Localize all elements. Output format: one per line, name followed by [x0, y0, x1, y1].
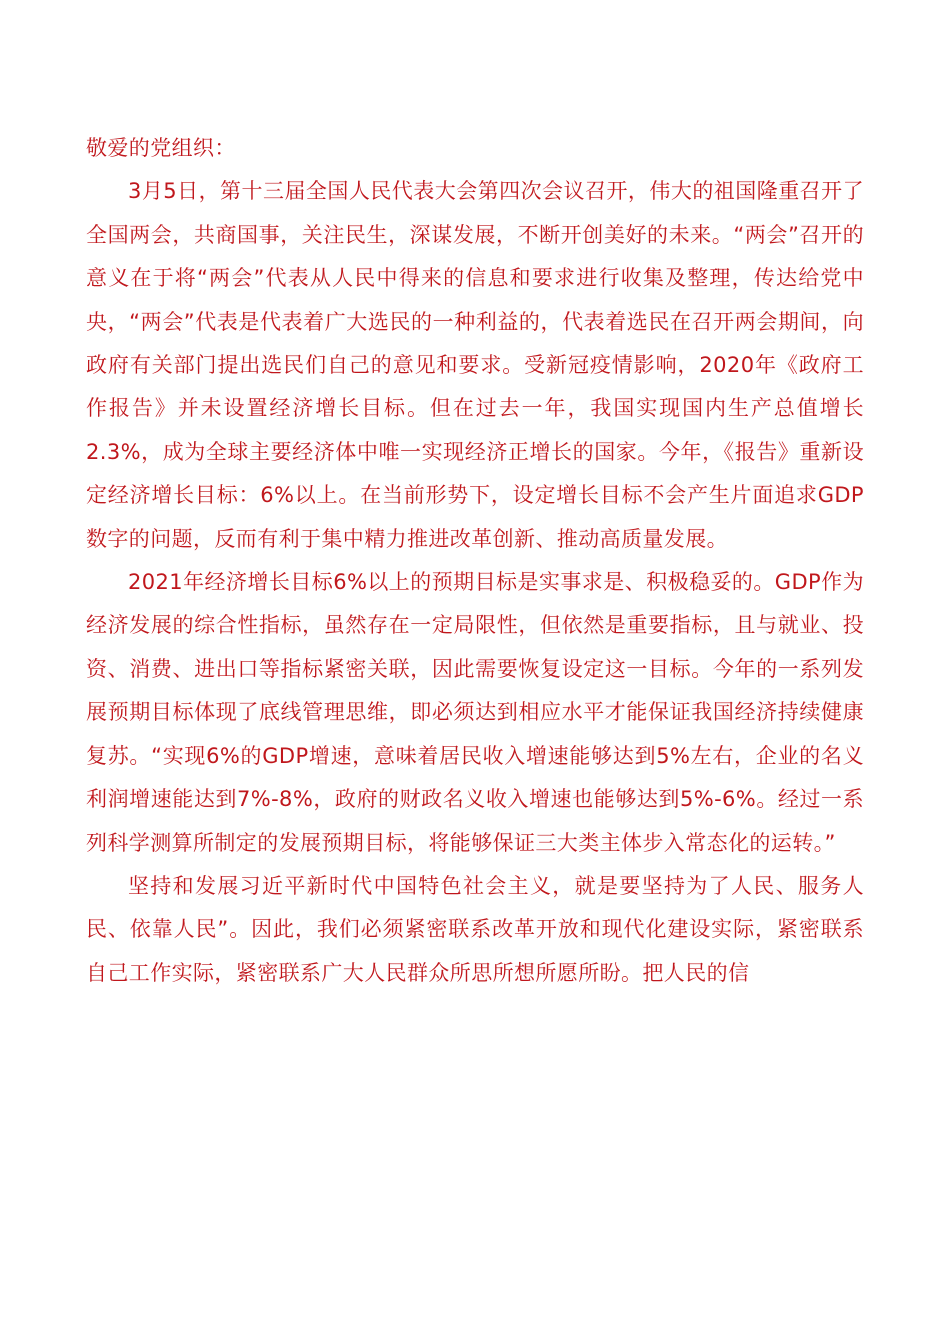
salutation: 敬爱的党组织： [86, 136, 236, 160]
letter-body [86, 127, 864, 995]
paragraph-2: 2021年经济增长目标6%以上的预期目标是实事求是、积极稳妥的。GDP作为经济发展的综合性指标，虽然存在一定局限性，但依然是重要指标，且与就业、投资、消费、进出口等指标紧密关联，因此需要恢复设定这一目标。今年的一系列发展预期目标体现了底线管理思维，即必须达到相应水平才能保证我国经济持续健康复苏。“实现6%的GDP增速，意味着居民收入增速能够达到5%左右，企业的名义利润增速能达到7%-8%，政府的财政名义收入增速也能够达到5%-6%。经过一系列科学测算所制定的发展预期目标，将能够保证三大类主体步入常态化的运转。” [86, 570, 864, 855]
paragraph-1: 3月5日，第十三届全国人民代表大会第四次会议召开，伟大的祖国隆重召开了全国两会，共商国事，关注民生，深谋发展，不断开创美好的未来。“两会”召开的意义在于将“两会”代表从人民中得来的信息和要求进行收集及整理，传达给党中央，“两会”代表是代表着广大选民的一种利益的，代表着选民在召开两会期间，向政府有关部门提出选民们自己的意见和要求。受新冠疫情影响，2020年《政府工作报告》并未设置经济增长目标。但在过去一年，我国实现国内生产总值增长2.3%，成为全球主要经济体中唯一实现经济正增长的国家。今年，《报告》重新设定经济增长目标：6%以上。在当前形势下，设定增长目标不会产生片面追求GDP数字的问题，反而有利于集中精力推进改革创新、推动高质量发展。 [86, 179, 864, 551]
paragraph-3: 坚持和发展习近平新时代中国特色社会主义，就是要坚持为了人民、服务人民、依靠人民”。因此，我们必须紧密联系改革开放和现代化建设实际，紧密联系自己工作实际，紧密联系广大人民群众所思所想所愿所盼。把人民的信 [86, 873, 864, 985]
